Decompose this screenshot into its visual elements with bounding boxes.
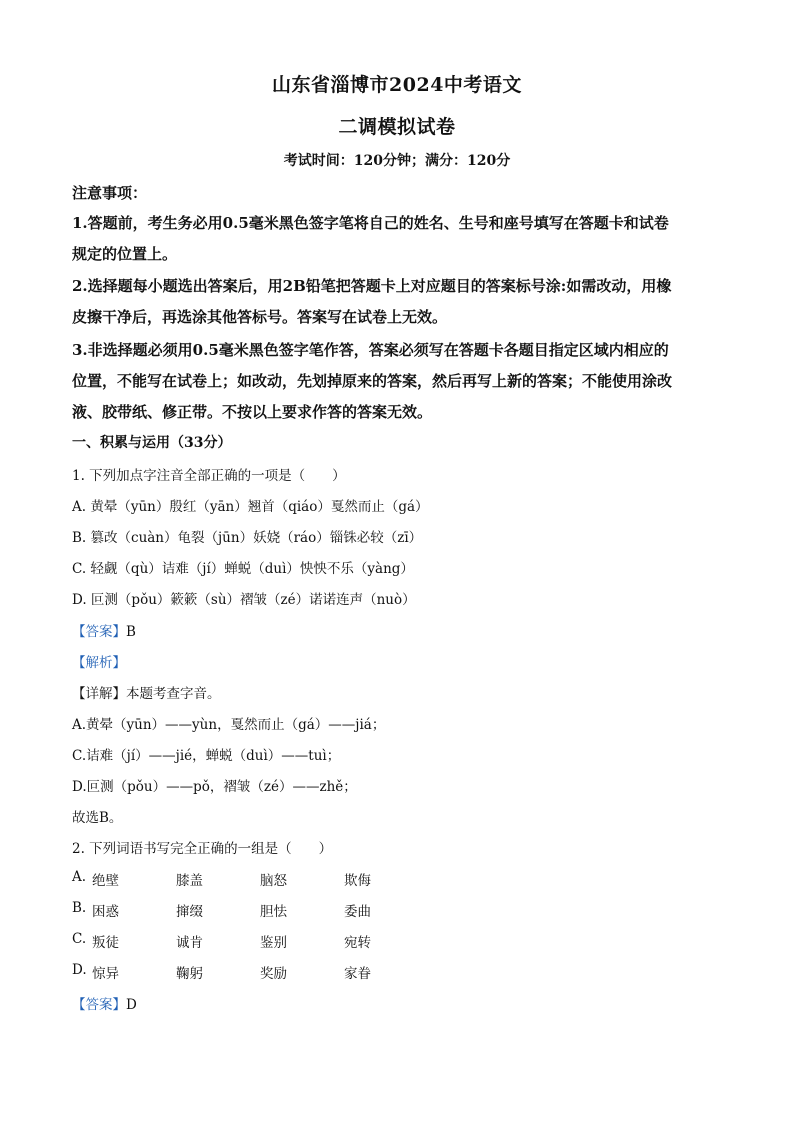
option-word: 膝盖 [176,873,203,889]
explain-line: 故选B。 [72,810,123,826]
explain-line: A.黄晕（yūn）——yùn，戛然而止（gá）——jiá； [72,717,386,733]
option-word: 困惑 [92,904,119,920]
option-word: 叛徒 [92,935,119,951]
answer-value: B [126,624,136,640]
question-2-answer [72,993,732,1013]
detail-tag: 【详解】 [72,686,126,702]
question-2-stem: 2. 下列词语书写完全正确的一组是（ ） [72,841,333,857]
option-word: 诚肯 [176,935,203,951]
option-label: D. [72,962,87,978]
answer-tag: 【答案】 [72,997,126,1013]
doc-subtitle: 二调模拟试卷 [338,116,456,138]
option-word: 鉴别 [260,935,287,951]
analysis-tag: 【解析】 [72,655,126,671]
doc-title: 山东省淄博市2024中考语文 [272,74,522,96]
question-1-detail [72,682,732,702]
option-word: 欺侮 [344,873,371,889]
explain-line: D.叵测（pǒu）——pǒ，褶皱（zé）——zhě； [72,779,357,795]
notice-line: 规定的位置上。 [72,245,178,263]
option-label: B. [72,900,87,916]
section-heading: 一、积累与运用（33分） [72,435,232,451]
option-word: 绝壁 [92,873,119,889]
answer-value: D [126,997,137,1013]
option-word: 奖励 [260,966,287,982]
option-word: 惊异 [92,966,119,982]
notice-line: 1.答题前，考生务必用0.5毫米黑色签字笔将自己的姓名、生号和座号填写在答题卡和试卷 [72,214,669,232]
answer-tag: 【答案】 [72,624,126,640]
question-1-answer [72,620,732,640]
notice-line: 液、胶带纸、修正带。不按以上要求作答的答案无效。 [72,403,433,421]
option-word: 家眷 [344,966,371,982]
option-word: 宛转 [344,935,371,951]
option-word: 鞠躬 [176,966,203,982]
notice-line: 位置，不能写在试卷上；如改动，先划掉原来的答案，然后再写上新的答案；不能使用涂改 [72,372,673,390]
notice-heading: 注意事项： [72,184,148,202]
explain-line: C.诘难（jí）——jié，蝉蜕（duì）——tuì； [72,748,341,764]
question-1-option-d: D. 叵测（pǒu）簌簌（sù）褶皱（zé）诺诺连声（nuò） [72,592,416,608]
option-label: A. [72,869,87,885]
exam-info: 考试时间：120分钟；满分：120分 [283,153,511,169]
option-word: 脑怒 [260,873,287,889]
notice-line: 2.选择题每小题选出答案后，用2B铅笔把答题卡上对应题目的答案标号涂:如需改动，用橡 [72,277,672,295]
option-label: C. [72,931,87,947]
option-word: 撺缀 [176,904,203,920]
question-1-analysis [72,651,732,671]
notice-line: 3.非选择题必须用0.5毫米黑色签字笔作答，答案必须写在答题卡各题目指定区域内相应的 [72,341,669,359]
question-1-stem: 1. 下列加点字注音全部正确的一项是（ ） [72,468,346,484]
question-1-option-c: C. 轻觑（qù）诘难（jí）蝉蜕（duì）怏怏不乐（yàng） [72,561,414,577]
detail-text: 本题考查字音。 [126,686,221,702]
question-1-option-a: A. 黄晕（yūn）殷红（yān）翘首（qiáo）戛然而止（gá） [72,499,429,515]
notice-line: 皮擦干净后，再选涂其他答标号。答案写在试卷上无效。 [72,308,448,326]
option-word: 胆怯 [260,904,287,920]
question-1-option-b: B. 篡改（cuàn）龟裂（jūn）妖娆（ráo）锱铢必较（zī） [72,530,423,546]
option-word: 委曲 [344,904,371,920]
